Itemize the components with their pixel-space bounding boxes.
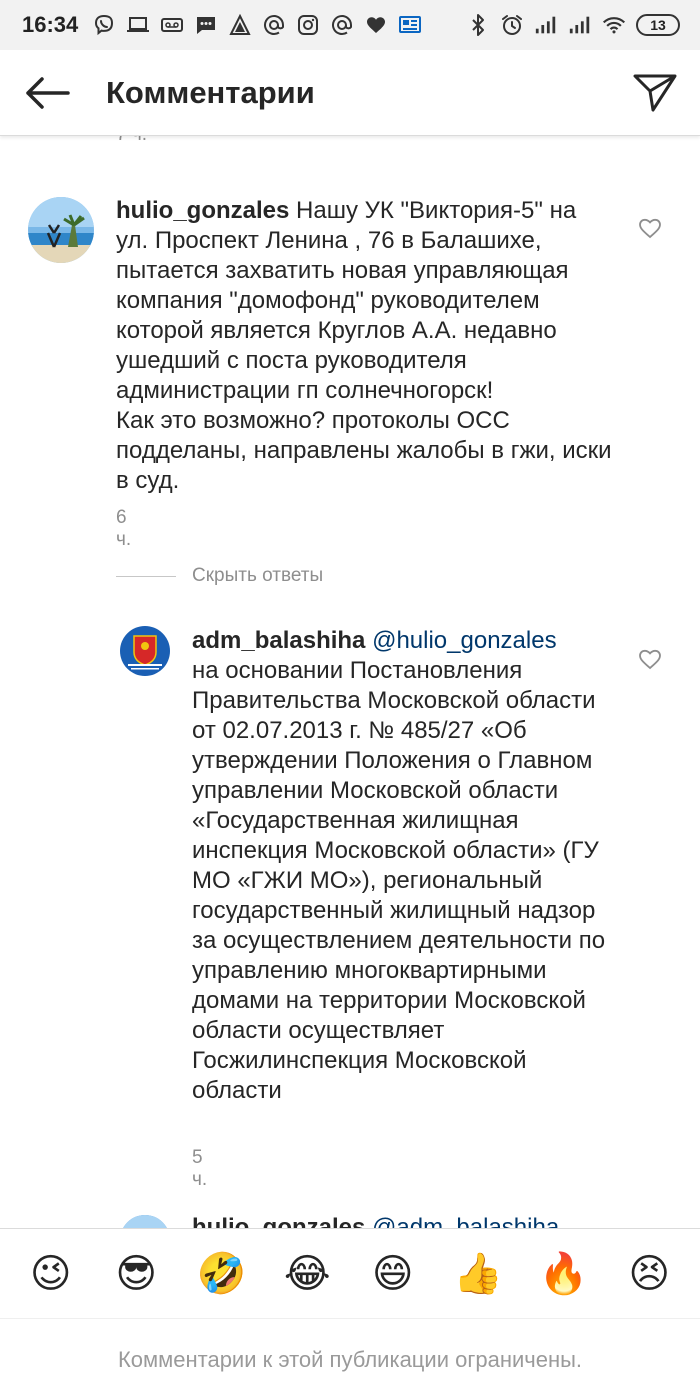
comment-time: 6 ч. — [116, 507, 132, 550]
share-button[interactable] — [610, 50, 700, 136]
page-title: Комментарии — [106, 74, 315, 110]
status-bar — [0, 0, 700, 50]
signal-icon — [534, 13, 558, 37]
hide-replies-label: Скрыть ответы — [192, 565, 324, 586]
at-icon — [262, 13, 286, 37]
comment-time: 5 ч. — [192, 1147, 208, 1190]
arrow-left-icon — [24, 76, 70, 110]
emoji-persevere[interactable]: 😣 — [628, 1251, 671, 1296]
heart-outline-icon[interactable] — [638, 647, 662, 671]
news-icon — [398, 13, 422, 37]
emoji-fire[interactable]: 🔥 — [538, 1251, 589, 1296]
send-icon — [633, 73, 677, 113]
comments-restricted-notice — [0, 1318, 700, 1400]
nav-icon — [228, 13, 252, 37]
status-system — [466, 13, 680, 37]
footer-text: Комментарии к этой публикации ограничены. — [117, 1346, 583, 1372]
hide-replies-toggle[interactable] — [116, 565, 323, 587]
emoji-quick-bar — [0, 1228, 700, 1318]
signal-icon — [568, 13, 592, 37]
at-icon — [330, 13, 354, 37]
header — [0, 50, 700, 136]
heart-icon — [364, 13, 388, 37]
voicemail-icon — [160, 13, 184, 37]
back-button[interactable] — [0, 50, 90, 136]
avatar[interactable] — [120, 626, 170, 676]
divider-line — [116, 576, 176, 577]
status-time: 16:34 — [22, 12, 79, 37]
emoji-thumbs-up[interactable]: 👍 — [453, 1251, 504, 1296]
comment-username[interactable]: adm_balashiha — [192, 627, 366, 654]
alarm-icon — [500, 13, 524, 37]
comment-body-continued: Как это возможно? протоколы ОСС подделаны, направлены жалобы в гжи, иски в суд. — [116, 407, 612, 494]
mention-link[interactable]: @hulio_gonzales — [365, 627, 557, 654]
wifi-icon — [602, 13, 626, 37]
bluetooth-icon — [466, 13, 490, 37]
emoji-joy[interactable]: 😂 — [283, 1251, 331, 1296]
laptop-icon — [126, 13, 150, 37]
instagram-icon — [296, 13, 320, 37]
viber-icon — [92, 13, 116, 37]
comment-text — [192, 626, 612, 1106]
battery-indicator: 13 — [636, 14, 680, 36]
heart-outline-icon[interactable] — [638, 216, 662, 240]
message-icon — [194, 13, 218, 37]
emoji-wink[interactable]: 😉 — [29, 1251, 72, 1296]
comment-text — [116, 196, 612, 496]
comment-body: Нашу УК "Виктория-5" на ул. Проспект Ленина , 76 в Балашихе, пытается захватить новая управляющая компания "домофонд" руководителем которой является Круглов А.А. недавно ушедший с поста руководителя администрации гп солнечногорск! — [116, 197, 577, 404]
avatar[interactable] — [28, 197, 94, 263]
status-notifications — [92, 13, 422, 37]
emoji-rofl[interactable]: 🤣 — [196, 1251, 247, 1296]
comment-body: на основании Постановления Правительства Московской области от 02.07.2013 г. № 485/27 «Об утверждении Положения о Главном управлении Московской области «Государственная жилищная инспекция Московской области» (ГУ МО «ГЖИ МО»), региональный государственный жилищный надзор за осуществлением деятельности по управлению многоквартирными домами на территории Московской области осуществляет Госжилинспекция Московской области — [192, 657, 606, 1104]
emoji-sunglasses[interactable]: 😎 — [115, 1251, 158, 1296]
emoji-smile[interactable]: 😄 — [371, 1251, 414, 1296]
comment-username[interactable]: hulio_gonzales — [116, 197, 290, 224]
